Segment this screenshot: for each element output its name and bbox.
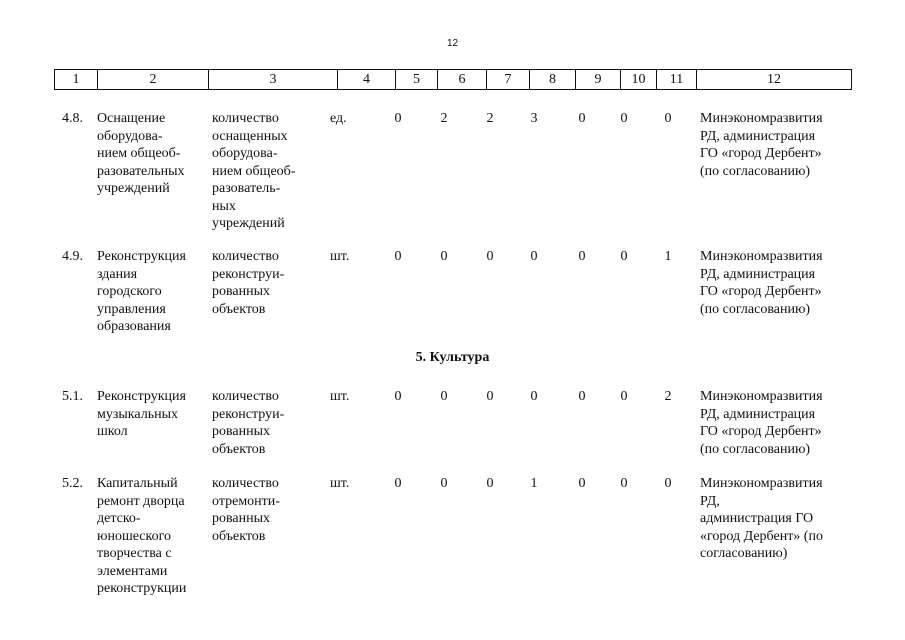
text-line: количество xyxy=(212,389,279,404)
responsible xyxy=(700,475,848,563)
value-cell: 0 xyxy=(620,389,628,404)
value-cell: 0 xyxy=(394,249,402,264)
column-number: 12 xyxy=(696,70,852,89)
responsible xyxy=(700,248,848,318)
value-cell: 0 xyxy=(486,249,494,264)
text-line: управления xyxy=(97,301,166,317)
value-cell: 0 xyxy=(664,111,672,126)
unit: шт. xyxy=(330,249,350,264)
column-number: 6 xyxy=(437,70,486,89)
responsible xyxy=(700,388,848,458)
text-line: объектов xyxy=(212,441,266,457)
value-cell: 0 xyxy=(620,111,628,126)
row-number: 4.9. xyxy=(62,249,83,264)
value-cell: 0 xyxy=(394,111,402,126)
value-cell: 2 xyxy=(664,389,672,404)
column-number-header xyxy=(54,69,852,90)
text-line: музыкальных xyxy=(97,406,178,422)
text-line: количество xyxy=(212,249,279,264)
value-cell: 1 xyxy=(530,476,538,491)
text-line: школ xyxy=(97,424,128,439)
column-number: 11 xyxy=(656,70,696,89)
text-line: реконструи- xyxy=(212,406,285,422)
value-cell: 3 xyxy=(530,111,538,126)
text-line: РД, xyxy=(700,493,720,509)
column-number: 5 xyxy=(395,70,437,89)
text-line: элементами xyxy=(97,563,168,579)
text-line: Оснащение xyxy=(97,111,166,126)
text-line: реконструи- xyxy=(212,266,285,282)
text-line: ГО «город Дербент» xyxy=(700,284,822,299)
text-line: Минэкономразвития xyxy=(700,111,823,126)
text-line: Реконструкция xyxy=(97,249,186,264)
text-line: оборудова- xyxy=(97,128,163,144)
text-line: оборудова- xyxy=(212,146,278,161)
text-line: отремонти- xyxy=(212,493,280,509)
measure-name xyxy=(97,388,205,441)
text-line: юношеского xyxy=(97,528,171,544)
text-line: городского xyxy=(97,284,162,299)
text-line: РД, администрация xyxy=(700,266,816,282)
value-cell: 0 xyxy=(394,476,402,491)
text-line: реконструкции xyxy=(97,581,187,596)
text-line: оснащенных xyxy=(212,128,288,144)
value-cell: 0 xyxy=(440,249,448,264)
text-line: рованных xyxy=(212,511,271,526)
text-line: нием общеоб- xyxy=(97,146,181,161)
value-cell: 0 xyxy=(394,389,402,404)
column-number: 1 xyxy=(54,70,97,89)
text-line: объектов xyxy=(212,528,266,544)
text-line: (по согласованию) xyxy=(700,441,811,457)
value-cell: 0 xyxy=(620,249,628,264)
text-line: образования xyxy=(97,319,171,334)
column-number: 10 xyxy=(620,70,656,89)
indicator-name xyxy=(212,388,322,458)
text-line: (по согласованию) xyxy=(700,301,811,317)
measure-name xyxy=(97,248,205,336)
text-line: количество xyxy=(212,476,279,491)
text-line: количество xyxy=(212,111,279,126)
text-line: (по согласованию) xyxy=(700,163,811,179)
text-line: разовательных xyxy=(97,163,185,179)
value-cell: 0 xyxy=(578,476,586,491)
text-line: здания xyxy=(97,266,138,282)
text-line: Минэкономразвития xyxy=(700,389,823,404)
text-line: ГО «город Дербент» xyxy=(700,146,822,161)
indicator-name xyxy=(212,110,322,233)
text-line: Капитальный xyxy=(97,476,178,491)
text-line: учреждений xyxy=(97,181,170,196)
text-line: разователь- xyxy=(212,181,281,196)
text-line: РД, администрация xyxy=(700,406,816,422)
text-line: рованных xyxy=(212,424,271,439)
column-number: 9 xyxy=(575,70,620,89)
value-cell: 0 xyxy=(486,476,494,491)
text-line: «город Дербент» (по xyxy=(700,528,823,544)
value-cell: 0 xyxy=(530,389,538,404)
responsible xyxy=(700,110,848,180)
text-line: учреждений xyxy=(212,216,285,231)
text-line: Минэкономразвития xyxy=(700,476,823,491)
text-line: ных xyxy=(212,198,236,214)
measure-name xyxy=(97,110,205,198)
value-cell: 0 xyxy=(530,249,538,264)
text-line: Реконструкция xyxy=(97,389,186,404)
column-number: 3 xyxy=(208,70,337,89)
value-cell: 0 xyxy=(664,476,672,491)
text-line: РД, администрация xyxy=(700,128,816,144)
unit: шт. xyxy=(330,389,350,404)
text-line: Минэкономразвития xyxy=(700,249,823,264)
value-cell: 0 xyxy=(578,111,586,126)
value-cell: 0 xyxy=(440,389,448,404)
indicator-name xyxy=(212,475,322,545)
row-number: 4.8. xyxy=(62,111,83,126)
row-number: 5.2. xyxy=(62,476,83,491)
text-line: ГО «город Дербент» xyxy=(700,424,822,439)
text-line: объектов xyxy=(212,301,266,317)
text-line: администрация ГО xyxy=(700,511,814,526)
text-line: творчества с xyxy=(97,546,172,561)
measure-name xyxy=(97,475,205,598)
text-line: нием общеоб- xyxy=(212,163,296,179)
page-number: 12 xyxy=(446,38,459,49)
unit: ед. xyxy=(330,111,347,126)
column-number: 7 xyxy=(486,70,529,89)
value-cell: 2 xyxy=(486,111,494,126)
value-cell: 0 xyxy=(578,389,586,404)
column-number: 2 xyxy=(97,70,208,89)
value-cell: 0 xyxy=(440,476,448,491)
indicator-name xyxy=(212,248,322,318)
row-number: 5.1. xyxy=(62,389,83,404)
column-number: 8 xyxy=(529,70,575,89)
value-cell: 0 xyxy=(578,249,586,264)
value-cell: 2 xyxy=(440,111,448,126)
column-number: 4 xyxy=(337,70,395,89)
unit: шт. xyxy=(330,476,350,491)
text-line: рованных xyxy=(212,284,271,299)
section-title: 5. Культура xyxy=(415,350,490,365)
value-cell: 0 xyxy=(620,476,628,491)
value-cell: 1 xyxy=(664,249,672,264)
text-line: детско- xyxy=(97,511,141,526)
value-cell: 0 xyxy=(486,389,494,404)
text-line: согласованию) xyxy=(700,546,788,561)
text-line: ремонт дворца xyxy=(97,493,185,509)
